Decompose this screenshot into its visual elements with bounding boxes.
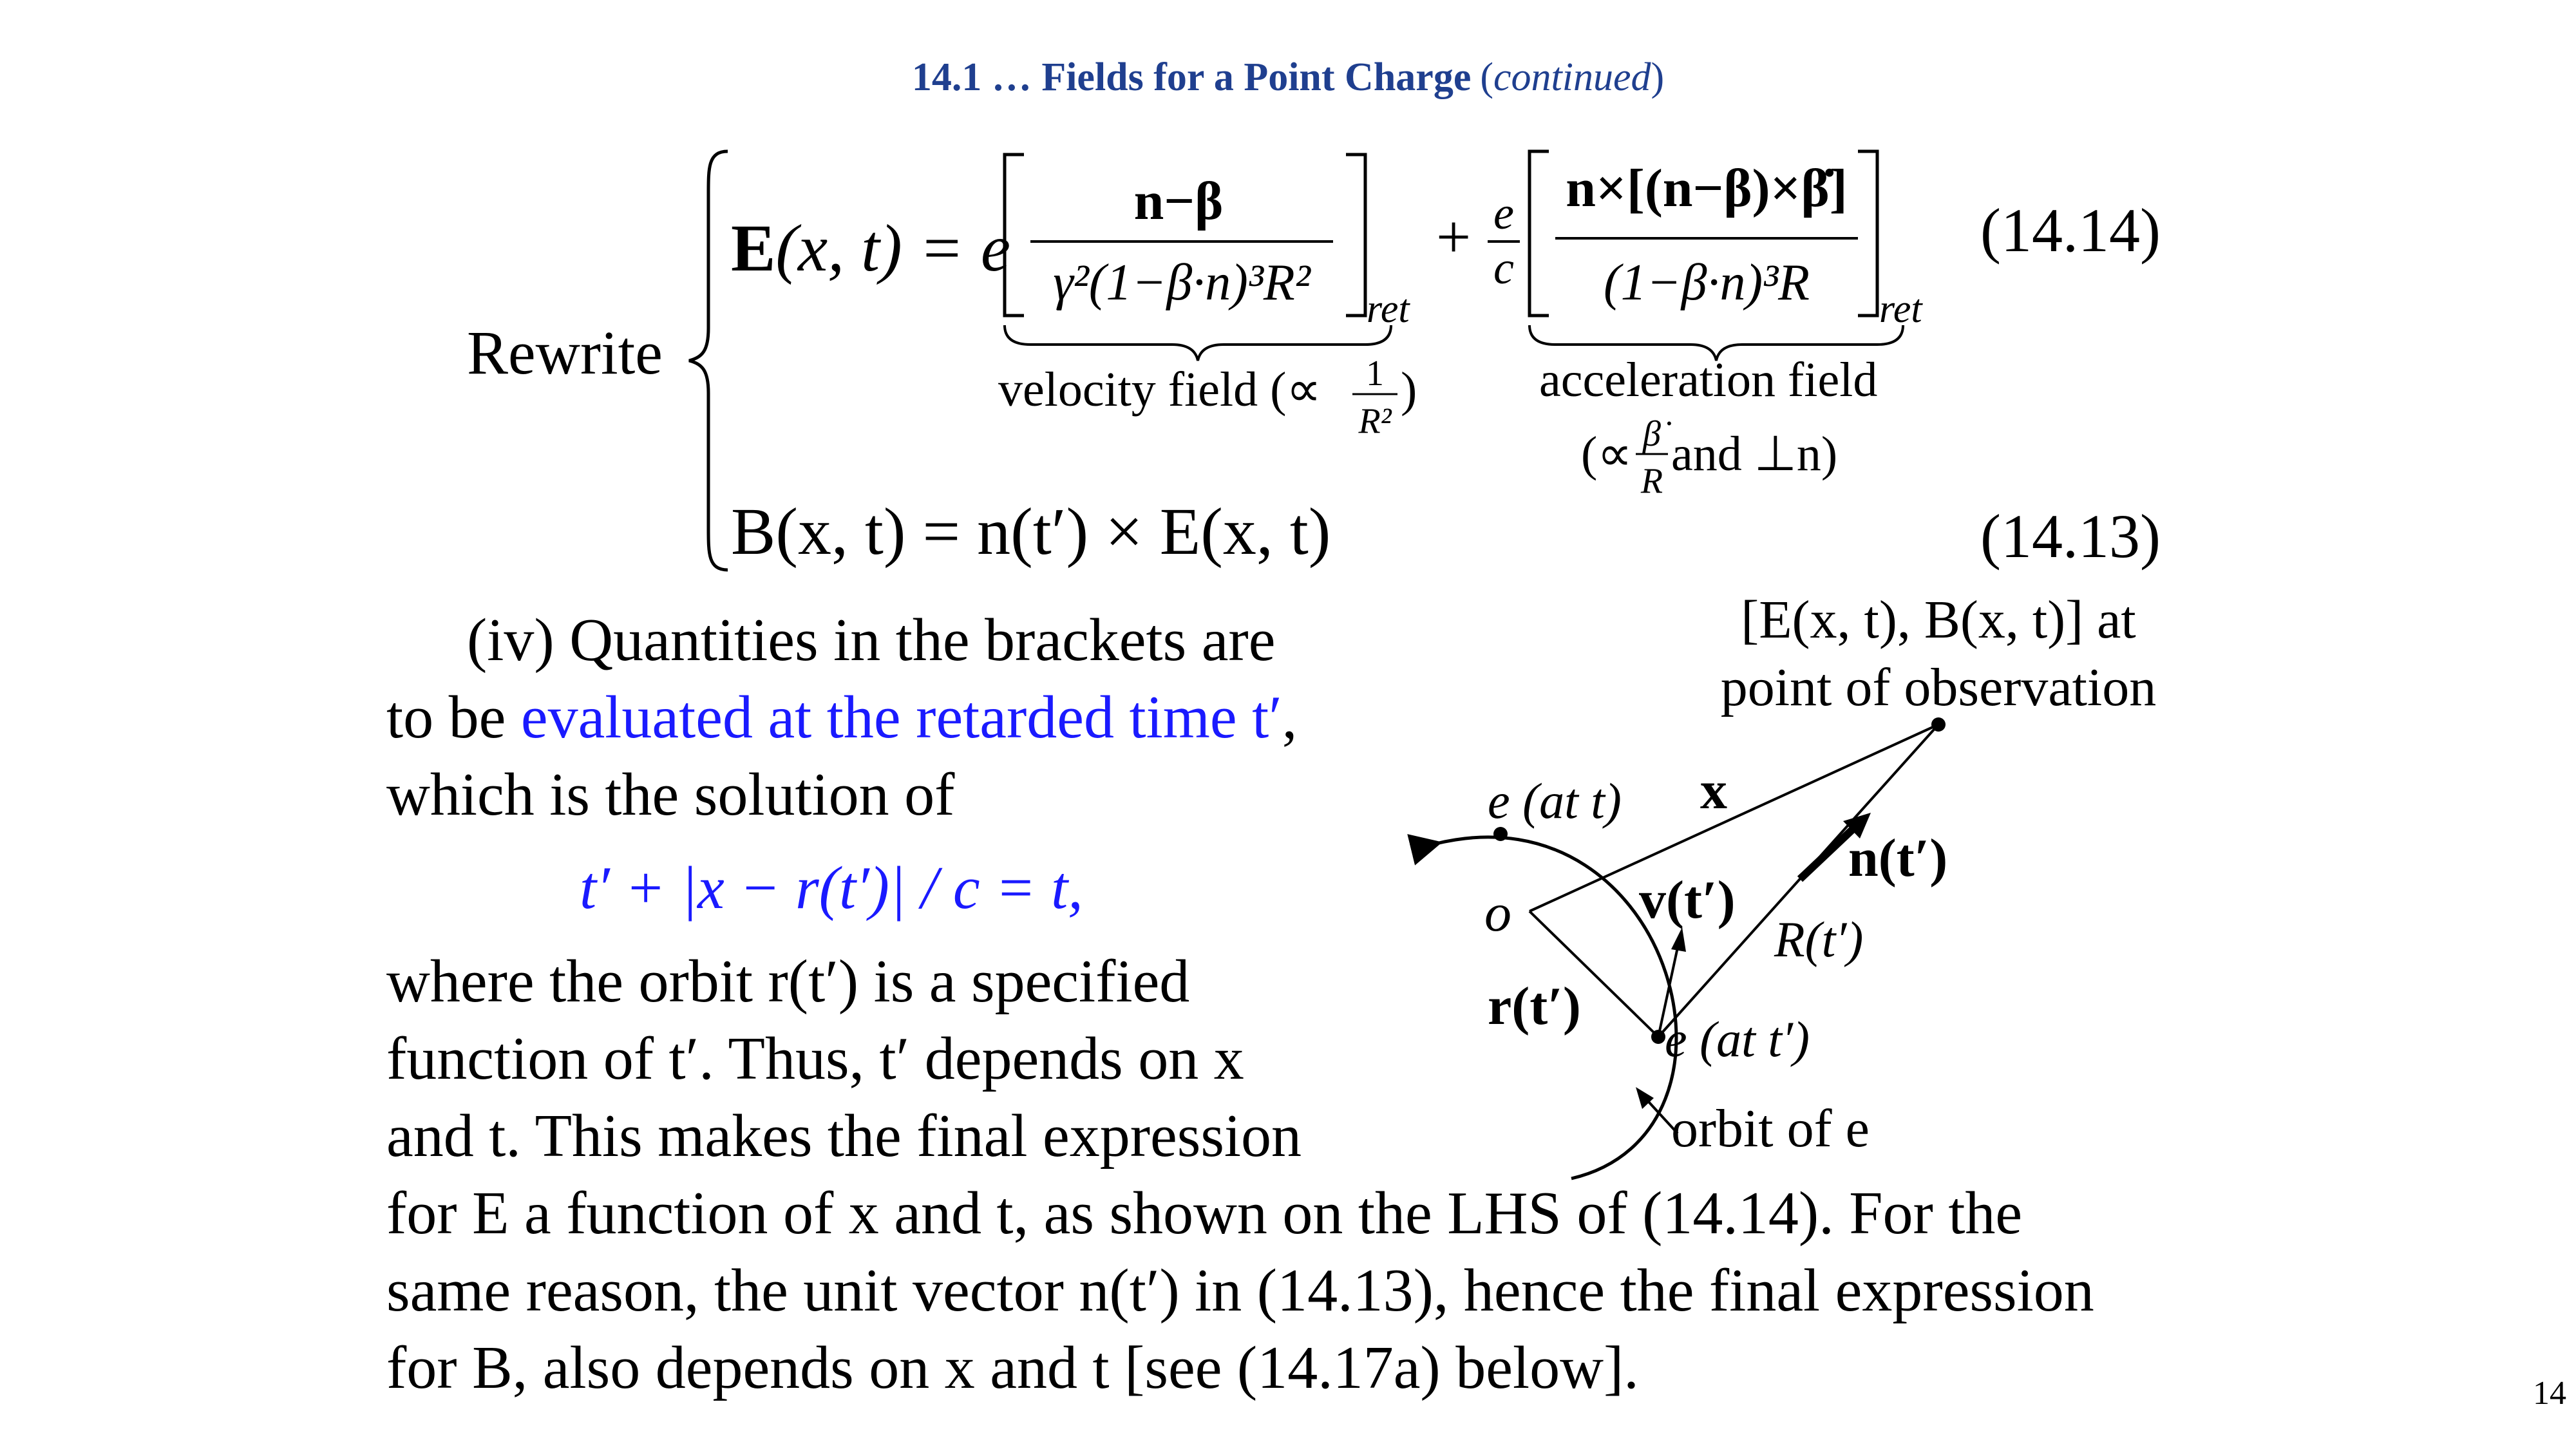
- plus-sign: +: [1436, 202, 1472, 271]
- system-brace: [689, 151, 728, 570]
- paragraph-line-8: same reason, the unit vector n(t′) in (14.13), hence the final expression: [386, 1257, 2094, 1324]
- acceleration-ret-subscript: ret: [1879, 287, 1922, 331]
- label-r-vector: r(t′): [1488, 976, 1581, 1036]
- velocity-underbrace: [1005, 325, 1391, 361]
- equation-number-14-13: (14.13): [1980, 502, 2161, 571]
- velocity-numerator: n−β: [1133, 171, 1224, 231]
- svg-text:): ): [1401, 363, 1417, 417]
- geometry-diagram: [1436, 590, 2156, 1179]
- bracket-left-acceleration: [1530, 151, 1549, 316]
- velocity-field-label: [998, 354, 1417, 441]
- paragraph-line-3: which is the solution of: [386, 761, 955, 828]
- acceleration-denominator: (1−β·n)³R: [1604, 254, 1810, 311]
- bracket-right-velocity: [1346, 155, 1365, 316]
- svg-text:(∝: (∝: [1581, 427, 1633, 481]
- e-over-c-numerator: e: [1493, 187, 1514, 239]
- slide-title: 14.1 … Fields for a Point Charge (continued): [911, 55, 1665, 99]
- eq-14-14-lhs: E(x, t) = e: [731, 211, 1011, 285]
- retarded-time-equation: t′ + |x − r(t′)| / c = t,: [580, 855, 1083, 922]
- velocity-arrow-head: [1671, 927, 1686, 952]
- observation-label-line-2: point of observation: [1720, 658, 2157, 717]
- paragraph-line-6: and t. This makes the final expression: [386, 1103, 1302, 1170]
- label-origin: o: [1484, 883, 1511, 943]
- label-n-vector: n(t′): [1848, 828, 1948, 888]
- svg-text:and ⊥n): and ⊥n): [1671, 427, 1838, 481]
- acceleration-numerator: n×[(n−β)×β̇]: [1566, 158, 1848, 218]
- velocity-denominator: γ²(1−β·n)³R²: [1053, 254, 1311, 311]
- svg-text:1: 1: [1366, 354, 1384, 393]
- velocity-ret-subscript: ret: [1367, 287, 1410, 331]
- svg-text:β̇: β̇: [1643, 414, 1661, 454]
- paragraph-line-7: for E a function of x and t, as shown on the LHS of (14.14). For the: [386, 1180, 2023, 1247]
- label-e-at-tprime: e (at t′): [1665, 1011, 1810, 1067]
- label-R-vector: R(t′): [1774, 911, 1864, 967]
- svg-text:R²: R²: [1358, 401, 1392, 441]
- page-number: 14: [2533, 1375, 2566, 1412]
- equation-14-14: [731, 151, 2161, 331]
- label-orbit: orbit of e: [1671, 1099, 1870, 1159]
- paragraph-line-1: (iv) Quantities in the brackets are: [467, 607, 1276, 674]
- paragraph-line-4: where the orbit r(t′) is a specified: [386, 948, 1190, 1015]
- label-v-vector: v(t′): [1639, 870, 1736, 930]
- paragraph-line-5: function of t′. Thus, t′ depends on x: [386, 1025, 1244, 1092]
- paragraph-line-2: to be evaluated at the retarded time t′,: [386, 684, 1298, 751]
- body-paragraph: [386, 607, 2094, 1401]
- svg-text:velocity field (∝: velocity field (∝: [998, 363, 1321, 417]
- observation-label-line-1: [E(x, t), B(x, t)] at: [1741, 590, 2136, 650]
- equation-14-13: B(x, t) = n(t′) × E(x, t): [731, 495, 1331, 569]
- acceleration-field-sublabel: [1581, 414, 1837, 501]
- bracket-right-acceleration: [1858, 151, 1877, 316]
- paragraph-line-9: for B, also depends on x and t [see (14.17a) below].: [386, 1334, 1639, 1401]
- label-x-vector: x: [1700, 761, 1727, 820]
- equation-number-14-14: (14.14): [1980, 196, 2161, 265]
- charge-dot-at-t: [1493, 827, 1508, 841]
- svg-text:R: R: [1640, 461, 1663, 501]
- label-e-at-t: e (at t): [1488, 773, 1622, 829]
- e-over-c-denominator: c: [1493, 242, 1514, 294]
- rewrite-label: Rewrite: [467, 318, 663, 387]
- acceleration-field-label: acceleration field: [1539, 353, 1878, 407]
